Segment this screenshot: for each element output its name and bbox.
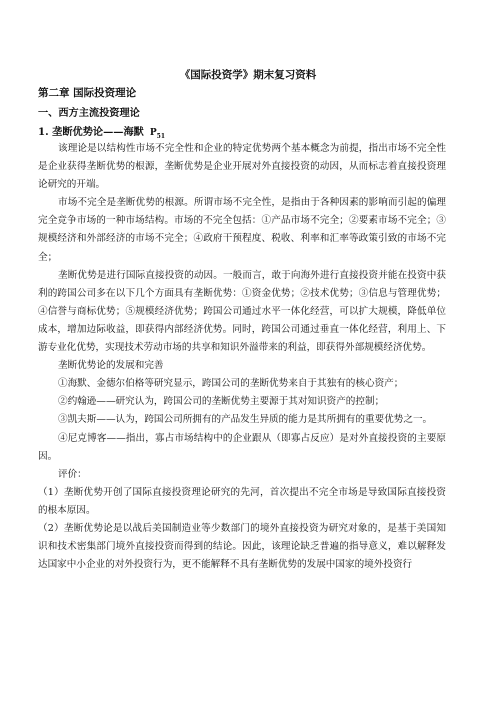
evaluation-item: （1）垄断优势开创了国际直接投资理论研究的先河，首次提出不完全市场是导致国际直接投资的根本原因。 <box>38 486 446 516</box>
chapter-heading: 第二章 国际投资理论 <box>38 87 137 99</box>
document-title: 《国际投资学》期末复习资料 <box>179 69 317 81</box>
list-item: ③凯夫斯——认为，跨国公司所拥有的产品发生异质的能力是其所拥有的重要优势之一。 <box>58 414 433 426</box>
page-reference: $P_{51}$ <box>149 128 166 140</box>
evaluation-heading: 评价： <box>58 468 87 480</box>
paragraph: 垄断优势论的发展和完善 <box>58 360 164 372</box>
paragraph: 垄断优势是进行国际直接投资的动因。一般而言，敢于向海外进行直接投资并能在投资中获利的跨国公司多在以下几个方面具有垄断优势：①资金优势；②技术优势；③信息与管理优势；④信誉与商标优势；⑤规模经济优势；跨国公司通过水平一体化经营，可以扩大规模，降低单位成本，增加边际收益，即获得内部经济优势。同时，跨国公司通过垂直一体化经营，利用上、下游专业化优势，实现技术劳动市场的共享和知识外溢带来的利益，即获得外部规模经济优势。 <box>38 269 446 354</box>
list-item: ②约翰逊——研究认为，跨国公司的垄断优势主要源于其对知识资产的控制； <box>58 396 385 408</box>
list-item: ④尼克博客——指出，寡占市场结构中的企业跟从（即寡占反应）是对外直接投资的主要原因。 <box>38 432 446 462</box>
document-body <box>38 140 446 574</box>
section-heading: 一、西方主流投资理论 <box>38 107 140 119</box>
paragraph: 市场不完全是垄断优势的根源。所谓市场不完全性，是指由于各种因素的影响而引起的偏理完全竞争市场的一种市场结构。市场的不完全包括：①产品市场不完全；②要素市场不完全；③规模经济和外部经济的市场不完全；④政府干预程度、税收、利率和汇率等政策引致的市场不完全； <box>38 197 446 263</box>
list-item: ①海默、金德尔伯格等研究显示，跨国公司的垄断优势来自于其独有的核心资产； <box>58 378 404 390</box>
paragraph: 该理论是以结构性市场不完全性和企业的特定优势两个基本概念为前提，指出市场不完全性是企业获得垄断优势的根源，垄断优势是企业开展对外直接投资的动因，从而标志着直接投资理论研究的开端。 <box>38 143 446 191</box>
evaluation-item: （2）垄断优势论是以战后美国制造业等少数部门的境外直接投资为研究对象的，是基于美国知识和技术密集部门境外直接投资而得到的结论。因此，该理论缺乏普遍的指导意义，难以解释发达国家中小企业的对外投资行为，更不能解释不具有垄断优势的发展中国家的境外投资行 <box>38 522 446 571</box>
subsection-heading <box>38 123 165 140</box>
subsection-title: 1. 垄断优势论——海默 <box>38 126 144 138</box>
